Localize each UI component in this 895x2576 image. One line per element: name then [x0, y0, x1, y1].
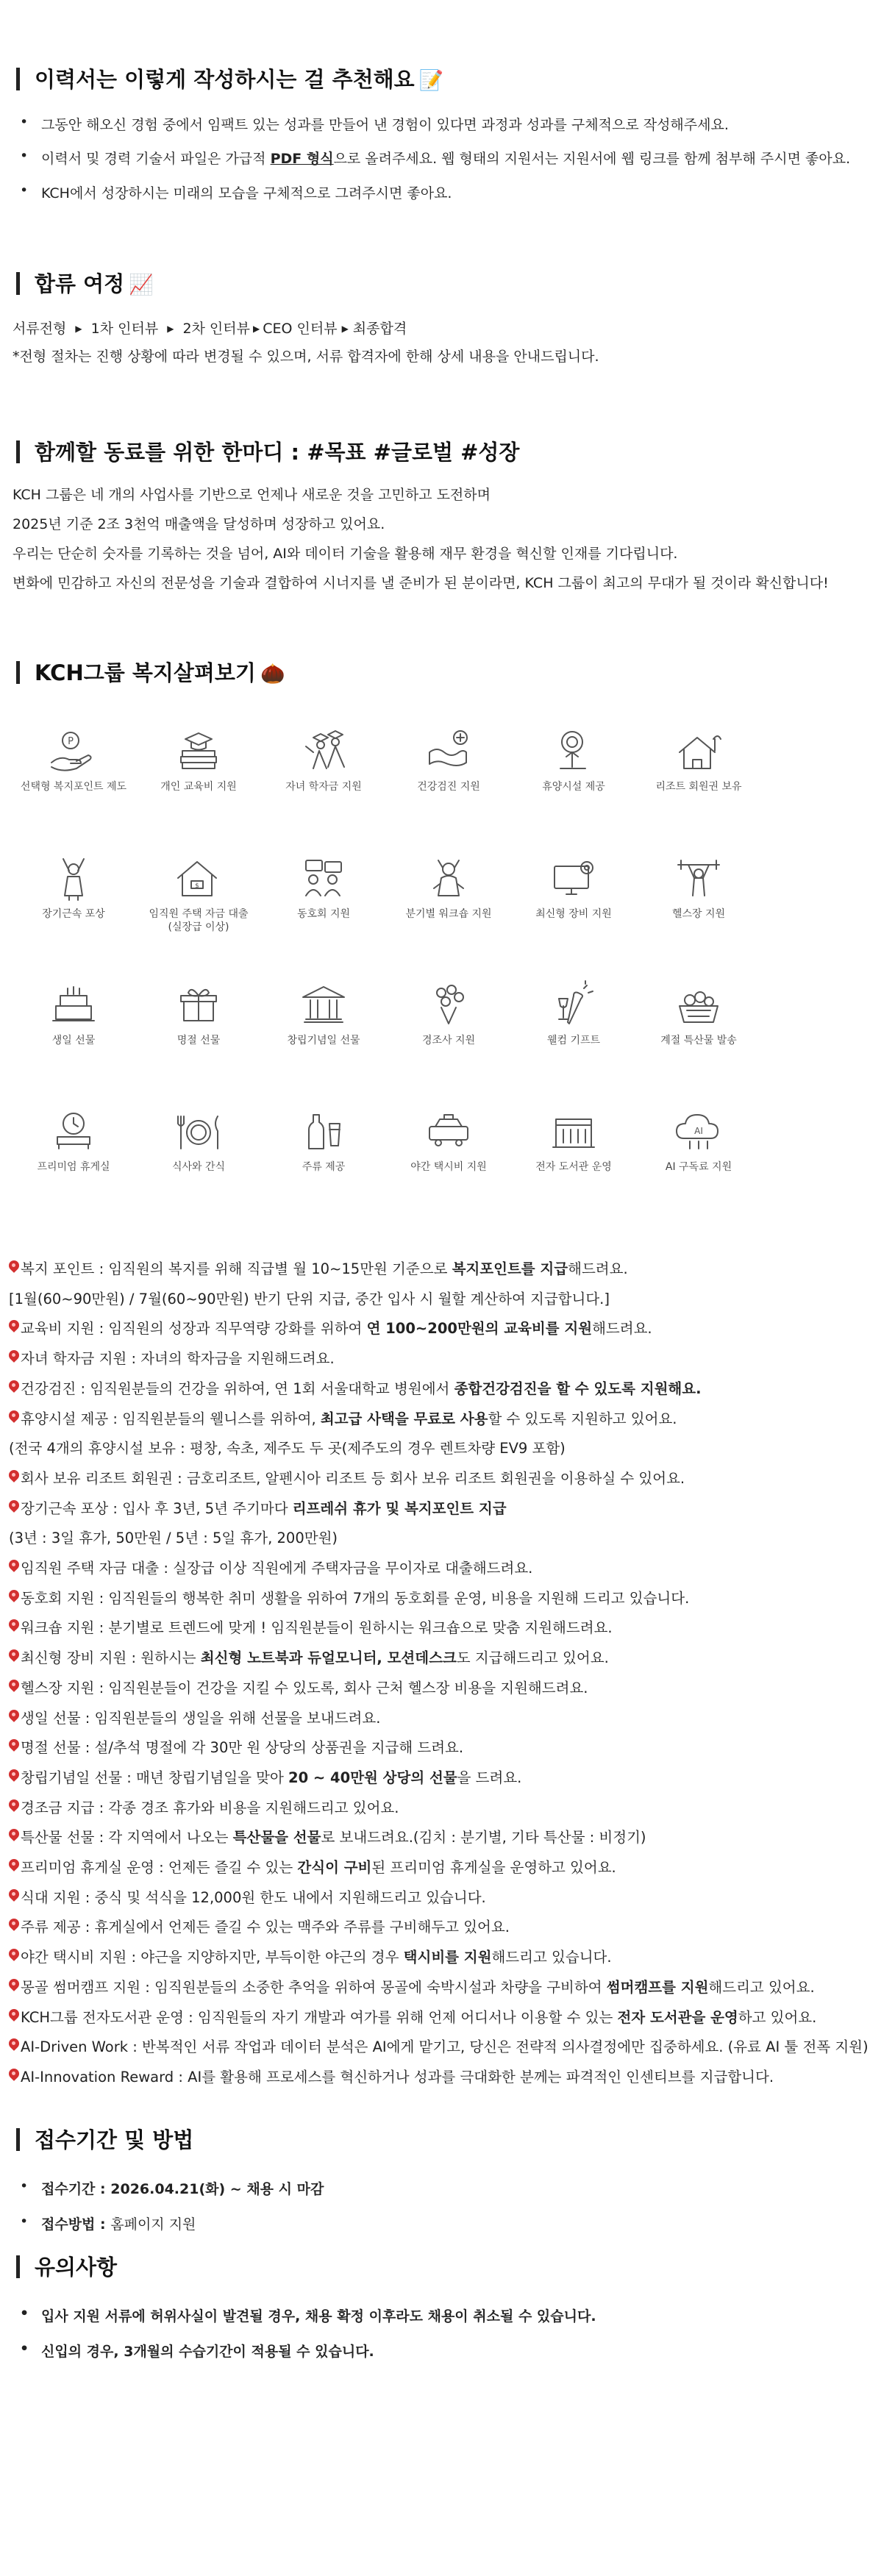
- pin-icon: [9, 1590, 19, 1606]
- message-line-4: 변화에 민감하고 자신의 전문성을 기술과 결합하여 시너지를 낼 준비가 된 분이라면, KCH 그룹이 최고의 무대가 될 것이라 확신합니다!: [13, 575, 829, 591]
- armchair-icon: [41, 1105, 106, 1156]
- welfare-item: [265, 852, 382, 921]
- weightlifter-icon: [666, 852, 731, 903]
- benefit-line: 헬스장 지원 : 임직원분들이 건강을 지킬 수 있도록, 회사 근처 헬스장 비용을 지원해드려요.: [9, 1677, 588, 1697]
- welfare-item: [140, 1105, 257, 1174]
- welfare-item-label: 임직원 주택 자금 대출 (실장급 이상): [149, 908, 249, 933]
- celebrating-person-icon: [41, 852, 106, 903]
- birthday-cake-icon: [41, 978, 106, 1030]
- welfare-item: [515, 1105, 632, 1174]
- heading-bar: [16, 68, 20, 90]
- benefit-line: 특산물 선물 : 각 지역에서 나오는 특산물을 선물로 보내드려요.(김치 : 분기별, 기타 특산물 : 비정기): [9, 1826, 646, 1847]
- welfare-item: [640, 1105, 757, 1174]
- welfare-item-label: 개인 교육비 지원: [160, 781, 237, 793]
- plate-cutlery-icon: [166, 1105, 231, 1156]
- welfare-item-label: 리조트 회원권 보유: [655, 781, 742, 793]
- workshop-person-icon: [416, 852, 481, 903]
- pin-icon: [9, 1949, 19, 1965]
- message-line-3: 우리는 단순히 숫자를 기록하는 것을 넘어, AI와 데이터 기술을 활용해 재무 환경을 혁신할 인재를 기다립니다.: [13, 546, 678, 562]
- message-heading: 함께할 동료를 위한 한마디 : #목표 #글로벌 #성장: [16, 436, 519, 466]
- welfare-item-label: 건강검진 지원: [417, 781, 480, 793]
- welfare-item: [390, 978, 507, 1047]
- benefit-line: 창립기념일 선물 : 매년 창립기념일을 맞아 20 ~ 40만원 상당의 선물을 드려요.: [9, 1766, 521, 1787]
- benefit-line: 프리미엄 휴게실 운영 : 언제든 즐길 수 있는 간식이 구비된 프리미엄 휴게실을 운영하고 있어요.: [9, 1856, 616, 1877]
- welfare-item: [390, 724, 507, 793]
- benefit-line: AI-Driven Work : 반복적인 서류 작업과 데이터 분석은 AI에게 맡기고, 당신은 전략적 의사결정에만 집중하세요. (유료 AI 툴 전폭 지원): [9, 2036, 869, 2056]
- welfare-item: [15, 852, 132, 921]
- ai-cloud-icon: [666, 1105, 731, 1156]
- welfare-item-label: 생일 선물: [51, 1035, 96, 1046]
- triangle-right-icon: ▶: [167, 324, 174, 334]
- notice-heading: 유의사항: [16, 2251, 117, 2281]
- process-note: *전형 절차는 진행 상황에 따라 변경될 수 있으며, 서류 합격자에 한해 상세 내용을 안내드립니다.: [13, 349, 599, 365]
- welfare-item-label: 명절 선물: [176, 1035, 221, 1046]
- pin-icon: [9, 1380, 19, 1396]
- champagne-icon: [541, 978, 606, 1030]
- benefit-line: 경조금 지급 : 각종 경조 휴가와 비용을 지원해드리고 있어요.: [9, 1797, 399, 1817]
- pin-icon: [9, 1739, 19, 1755]
- medical-cross-icon: [416, 724, 481, 776]
- benefit-line: 휴양시설 제공 : 임직원분들의 웰니스를 위하여, 최고급 사택을 무료로 사용할 수 있도록 지원하고 있어요.: [9, 1407, 677, 1428]
- notice-item-2: • 신입의 경우, 3개월의 수습기간이 적용될 수 있습니다.: [21, 2341, 374, 2361]
- benefit-line: (3년 : 3일 휴가, 50만원 / 5년 : 5일 휴가, 200만원): [9, 1530, 338, 1546]
- svg-text:AI: AI: [694, 1126, 703, 1136]
- pin-icon: [9, 1560, 19, 1576]
- benefit-line: 동호회 지원 : 임직원들의 행복한 취미 생활을 위하여 7개의 동호회를 운영, 비용을 지원해 드리고 있습니다.: [9, 1587, 689, 1608]
- library-building-icon: [541, 1105, 606, 1156]
- pin-icon: [9, 1859, 19, 1875]
- pin-icon: [9, 1260, 19, 1277]
- pin-icon: [9, 1350, 19, 1366]
- triangle-right-icon: ▶: [341, 324, 349, 334]
- welfare-item: [515, 978, 632, 1047]
- beer-bottles-icon: [291, 1105, 356, 1156]
- welfare-item: [265, 978, 382, 1047]
- welfare-item: [15, 1105, 132, 1174]
- pin-icon: [9, 1710, 19, 1726]
- welfare-item: [390, 852, 507, 921]
- monitor-gear-icon: [541, 852, 606, 903]
- message-line-1: KCH 그룹은 네 개의 사업사를 기반으로 언제나 새로운 것을 고민하고 도전하며: [13, 487, 491, 503]
- welfare-item: [515, 852, 632, 921]
- welfare-heading: KCH그룹 복지살펴보기 🌰: [16, 657, 285, 687]
- benefit-line: [1월(60~90만원) / 7월(60~90만원) 반기 단위 지급, 중간 입사 시 월할 계산하여 지급합니다.]: [9, 1291, 610, 1307]
- welfare-item: [265, 724, 382, 793]
- process-heading: 합류 여정 📈: [16, 268, 154, 298]
- pin-icon: [9, 1470, 19, 1486]
- benefit-line: 식대 지원 : 중식 및 석식을 12,000원 한도 내에서 지원해드리고 있습니다.: [9, 1886, 486, 1907]
- pin-icon: [9, 1500, 19, 1516]
- benefit-line: 생일 선물 : 임직원분들의 생일을 위해 선물을 보내드려요.: [9, 1707, 380, 1727]
- message-line-2: 2025년 기준 2조 3천억 매출액을 달성하며 성장하고 있어요.: [13, 516, 385, 532]
- pin-icon: [9, 1919, 19, 1935]
- benefit-line: KCH그룹 전자도서관 운영 : 임직원들의 자기 개발과 여가를 위해 언제 어디서나 이용할 수 있는 전자 도서관을 운영하고 있어요.: [9, 2006, 816, 2027]
- notice-item-1: • 입사 지원 서류에 허위사실이 발견될 경우, 채용 확정 이후라도 채용이 취소될 수 있습니다.: [21, 2305, 596, 2325]
- welfare-item-label: 프리미엄 휴게실: [37, 1161, 110, 1173]
- pin-icon: [9, 1410, 19, 1427]
- triangle-right-icon: ▶: [252, 324, 260, 334]
- house-money-icon: [166, 852, 231, 903]
- building-columns-icon: [291, 978, 356, 1030]
- resume-tip-3: • KCH에서 성장하시는 미래의 모습을 구체적으로 그려주시면 좋아요.: [21, 182, 452, 202]
- welfare-item-label: 식사와 간식: [171, 1161, 226, 1173]
- benefit-line: 몽골 썸머캠프 지원 : 임직원분들의 소중한 추억을 위하여 몽골에 숙박시설과 차량을 구비하여 썸머캠프를 지원해드리고 있어요.: [9, 1976, 815, 1997]
- pin-icon: [9, 1649, 19, 1666]
- welfare-item-label: 전자 도서관 운영: [535, 1161, 612, 1173]
- hand-coin-icon: [41, 724, 106, 776]
- benefit-line: 워크숍 지원 : 분기별로 트렌드에 맞게 ! 임직원분들이 원하시는 워크숍으로 맞춤 지원해드려요.: [9, 1616, 613, 1637]
- welfare-item-label: 최신형 장비 지원: [535, 908, 612, 920]
- gift-box-icon: [166, 978, 231, 1030]
- apply-period: • 접수기간 : 2026.04.21(화) ~ 채용 시 마감: [21, 2178, 324, 2198]
- welfare-item: [390, 1105, 507, 1174]
- process-steps: 서류전형 ▶ 1차 인터뷰 ▶ 2차 인터뷰 ▶ CEO 인터뷰 ▶ 최종합격: [13, 321, 407, 337]
- benefit-line: 임직원 주택 자금 대출 : 실장급 이상 직원에게 주택자금을 무이자로 대출해드려요.: [9, 1557, 532, 1577]
- beach-umbrella-icon: [541, 724, 606, 776]
- welfare-item-label: 야간 택시비 지원: [410, 1161, 487, 1173]
- welfare-item-label: 장기근속 포상: [42, 908, 105, 920]
- chestnut-emoji-icon: 🌰: [260, 663, 285, 685]
- welfare-item-label: 헬스장 지원: [671, 908, 726, 920]
- benefit-line: 명절 선물 : 설/추석 명절에 각 30만 원 상당의 상품권을 지급해 드려요.: [9, 1736, 463, 1757]
- benefit-line: (전국 4개의 휴양시설 보유 : 평창, 속초, 제주도 두 곳(제주도의 경우 렌트차량 EV9 포함): [9, 1440, 566, 1457]
- welfare-item-label: AI 구독료 지원: [665, 1161, 732, 1173]
- graduates-icon: [291, 724, 356, 776]
- svg-text:P: P: [68, 736, 74, 747]
- resume-tip-2: • 이력서 및 경력 기술서 파일은 가급적 PDF 형식으로 올려주세요. 웹 형태의 지원서는 지원서에 웹 링크를 함께 첨부해 주시면 좋아요.: [21, 148, 850, 168]
- welfare-item-label: 선택형 복지포인트 제도: [20, 781, 127, 793]
- fruit-basket-icon: [666, 978, 731, 1030]
- welfare-item: [15, 978, 132, 1047]
- chart-emoji-icon: 📈: [129, 274, 154, 296]
- pin-icon: [9, 1829, 19, 1845]
- apply-method: • 접수방법 : 홈페이지 지원: [21, 2213, 196, 2233]
- benefit-line: 자녀 학자금 지원 : 자녀의 학자금을 지원해드려요.: [9, 1347, 335, 1368]
- resort-house-icon: [666, 724, 731, 776]
- benefit-line: 교육비 지원 : 임직원의 성장과 직무역량 강화를 위하여 연 100~200만원의 교육비를 지원해드려요.: [9, 1317, 652, 1338]
- pin-icon: [9, 1320, 19, 1336]
- taxi-icon: [416, 1105, 481, 1156]
- welfare-item-label: 자녀 학자금 지원: [285, 781, 362, 793]
- benefit-line: AI-Innovation Reward : AI를 활용해 프로세스를 혁신하거나 성과를 극대화한 분께는 파격적인 인센티브를 지급합니다.: [9, 2066, 774, 2086]
- welfare-item: [140, 852, 257, 934]
- resume-tips-heading: 이력서는 이렇게 작성하시는 걸 추천해요 📝: [16, 63, 443, 93]
- triangle-right-icon: ▶: [75, 324, 82, 334]
- welfare-item-label: 계절 특산물 발송: [660, 1035, 737, 1046]
- benefit-line: 회사 보유 리조트 회원권 : 금호리조트, 알펜시아 리조트 등 회사 보유 리조트 회원권을 이용하실 수 있어요.: [9, 1467, 685, 1488]
- welfare-item: [140, 978, 257, 1047]
- memo-emoji-icon: 📝: [418, 69, 444, 92]
- flower-bouquet-icon: [416, 978, 481, 1030]
- pin-icon: [9, 2069, 19, 2085]
- benefit-line: 건강검진 : 임직원분들의 건강을 위하여, 연 1회 서울대학교 병원에서 종합건강검진을 할 수 있도록 지원해요.: [9, 1377, 702, 1398]
- graduation-books-icon: [166, 724, 231, 776]
- pin-icon: [9, 1619, 19, 1635]
- welfare-item: [15, 724, 132, 793]
- benefit-line: 최신형 장비 지원 : 원하시는 최신형 노트북과 듀얼모니터, 모션데스크도 지급해드리고 있어요.: [9, 1646, 609, 1667]
- pin-icon: [9, 1979, 19, 1995]
- benefit-line: 야간 택시비 지원 : 야근을 지양하지만, 부득이한 야근의 경우 택시비를 지원해드리고 있습니다.: [9, 1946, 612, 1966]
- group-chat-icon: [291, 852, 356, 903]
- welfare-item-label: 분기별 워크숍 지원: [405, 908, 492, 920]
- pin-icon: [9, 1680, 19, 1696]
- welfare-item: [515, 724, 632, 793]
- welfare-item-label: 창립기념일 선물: [287, 1035, 360, 1046]
- welfare-item-label: 동호회 지원: [296, 908, 351, 920]
- svg-text:$: $: [195, 882, 199, 890]
- welfare-item-label: 휴양시설 제공: [542, 781, 605, 793]
- welfare-item: [640, 978, 757, 1047]
- welfare-item-label: 경조사 지원: [421, 1035, 476, 1046]
- benefit-line: 복지 포인트 : 임직원의 복지를 위해 직급별 월 10~15만원 기준으로 복지포인트를 지급해드려요.: [9, 1257, 628, 1278]
- benefit-line: 주류 제공 : 휴게실에서 언제든 즐길 수 있는 맥주와 주류를 구비해두고 있어요.: [9, 1916, 510, 1936]
- resume-tip-1: • 그동안 해오신 경험 중에서 임팩트 있는 성과를 만들어 낸 경험이 있다면 과정과 성과를 구체적으로 작성해주세요.: [21, 114, 729, 134]
- welfare-item: [640, 852, 757, 921]
- welfare-item: [140, 724, 257, 793]
- pin-icon: [9, 1769, 19, 1785]
- welfare-item: [640, 724, 757, 793]
- pin-icon: [9, 1889, 19, 1905]
- welfare-item-label: 주류 제공: [302, 1161, 346, 1173]
- apply-heading: 접수기간 및 방법: [16, 2124, 193, 2154]
- pin-icon: [9, 1799, 19, 1816]
- pin-icon: [9, 2009, 19, 2025]
- welfare-item: [265, 1105, 382, 1174]
- benefit-line: 장기근속 포상 : 입사 후 3년, 5년 주기마다 리프레쉬 휴가 및 복지포인트 지급: [9, 1497, 507, 1518]
- pin-icon: [9, 2038, 19, 2055]
- welfare-item-label: 웰컴 기프트: [546, 1035, 601, 1046]
